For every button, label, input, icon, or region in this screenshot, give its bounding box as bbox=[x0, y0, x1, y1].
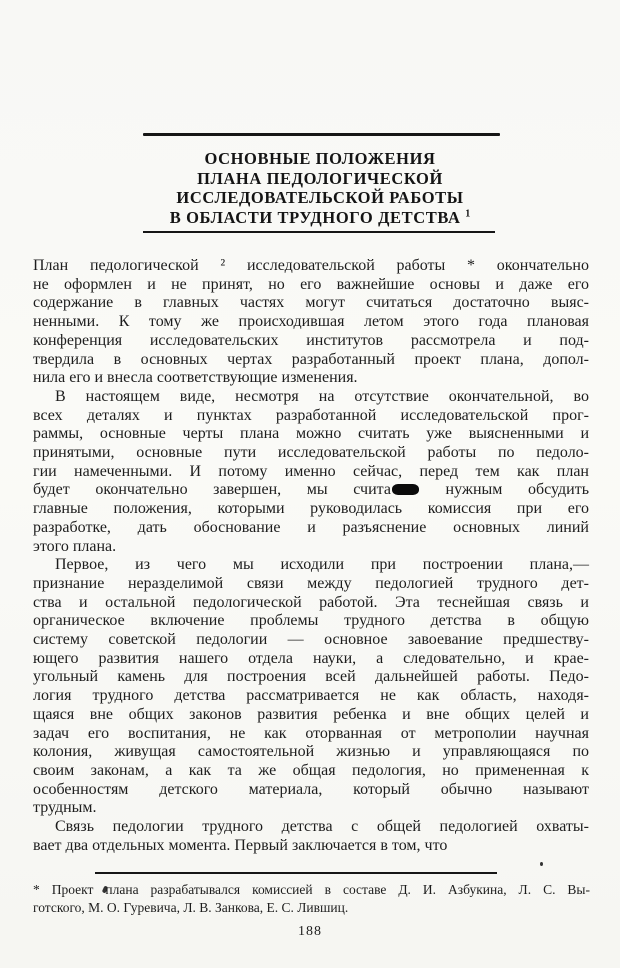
title-line: ОСНОВНЫЕ ПОЛОЖЕНИЯ bbox=[204, 149, 436, 168]
body-line: задач его воспитания, не как оторванная от метрополии научная bbox=[33, 724, 589, 742]
ink-blot bbox=[392, 484, 419, 495]
body-line: особенностям детского материала, который обычно называют bbox=[33, 780, 589, 798]
body-line: принятыми, основные пути исследовательской работы по педоло- bbox=[33, 444, 589, 462]
body-line: вает два отдельных момента. Первый заключается в том, что bbox=[33, 836, 448, 854]
body-line: признание неразделимой связи между педологией трудного дет- bbox=[33, 574, 589, 592]
footnote-rule bbox=[95, 872, 497, 874]
footnote bbox=[33, 881, 590, 916]
article-title bbox=[110, 149, 530, 227]
body-line: разработке, дать обоснование и разъяснение основных линий bbox=[33, 518, 589, 536]
body-line: твердила в основных чертах разработанный проект плана, допол- bbox=[33, 350, 589, 368]
title-line: ПЛАНА ПЕДОЛОГИЧЕСКОЙ bbox=[197, 168, 443, 188]
body-line: гии намеченными. И потому именно сейчас, перед тем как план bbox=[33, 462, 589, 480]
body-line: угольный камень для построения всей дальнейшей работы. Педо- bbox=[33, 668, 589, 686]
footnote-line: * Проект плана разрабатывался комиссией в составе Д. И. Азбукина, Л. С. Вы- bbox=[33, 882, 590, 897]
body-line: главные положения, которыми руководилась комиссия при его bbox=[33, 500, 589, 518]
body-line: будет окончательно завершен, мы счита нужным обсудить bbox=[33, 481, 589, 499]
body-line: В настоящем виде, несмотря на отсутствие окончательной, во bbox=[55, 387, 589, 405]
page-number: 188 bbox=[298, 924, 322, 939]
body-line: раммы, основные черты плана можно считать уже выясненными и bbox=[33, 425, 589, 443]
body-line: органическое включение проблемы трудного детства в общую bbox=[33, 612, 589, 630]
body-line: колония, живущая самостоятельной жизнью и управляющаяся по bbox=[33, 743, 589, 761]
body-text bbox=[33, 257, 589, 856]
body-line: всех деталях и пунктах разработанной исследовательской прог- bbox=[33, 406, 589, 424]
body-line: ства и остальной педологической работой. Эта теснейшая связь и bbox=[33, 593, 589, 611]
body-line: конференция исследовательских институтов рассмотрела и под- bbox=[33, 331, 589, 349]
body-line: План педологической ² исследовательской работы * окончательно bbox=[33, 257, 589, 274]
title-line: ИССЛЕДОВАТЕЛЬСКОЙ РАБОТЫ bbox=[176, 188, 464, 207]
ink-speck bbox=[540, 862, 543, 866]
body-line: нила его и внесла соответствующие изменения. bbox=[33, 369, 358, 387]
body-line: Первое, из чего мы исходили при построении плана,— bbox=[55, 556, 589, 574]
body-line: ющего развития нашего отдела науки, а следовательно, и крае- bbox=[33, 649, 589, 667]
title-rule-bottom bbox=[143, 231, 495, 233]
body-line: содержание в главных частях могут считаться достаточно выяс- bbox=[33, 294, 589, 312]
body-line: логия трудного детства рассматривается не как область, находя- bbox=[33, 687, 589, 705]
body-line: не оформлен и не принят, но его важнейшие основы и даже его bbox=[33, 275, 589, 293]
title-rule-top bbox=[143, 133, 500, 136]
body-line: Связь педологии трудного детства с общей педологией охваты- bbox=[55, 818, 589, 836]
body-line: трудным. bbox=[33, 799, 97, 817]
body-line: своим законам, а как та же общая педология, но примененная к bbox=[33, 761, 589, 779]
body-line: щаяся вне общих законов развития ребенка и вне общих целей и bbox=[33, 705, 589, 723]
footnote-line: готского, М. О. Гуревича, Л. В. Занкова, Е. С. Лившиц. bbox=[33, 899, 349, 915]
body-line: ненными. К тому же происходившая летом этого года плановая bbox=[33, 313, 589, 331]
body-line: этого плана. bbox=[33, 537, 117, 555]
title-line: В ОБЛАСТИ ТРУДНОГО ДЕТСТВА $^1$ bbox=[169, 207, 471, 227]
body-line: систему советской педологии — основное завоевание предшеству- bbox=[33, 631, 589, 649]
title-footnote-ref: 1 bbox=[465, 208, 471, 219]
